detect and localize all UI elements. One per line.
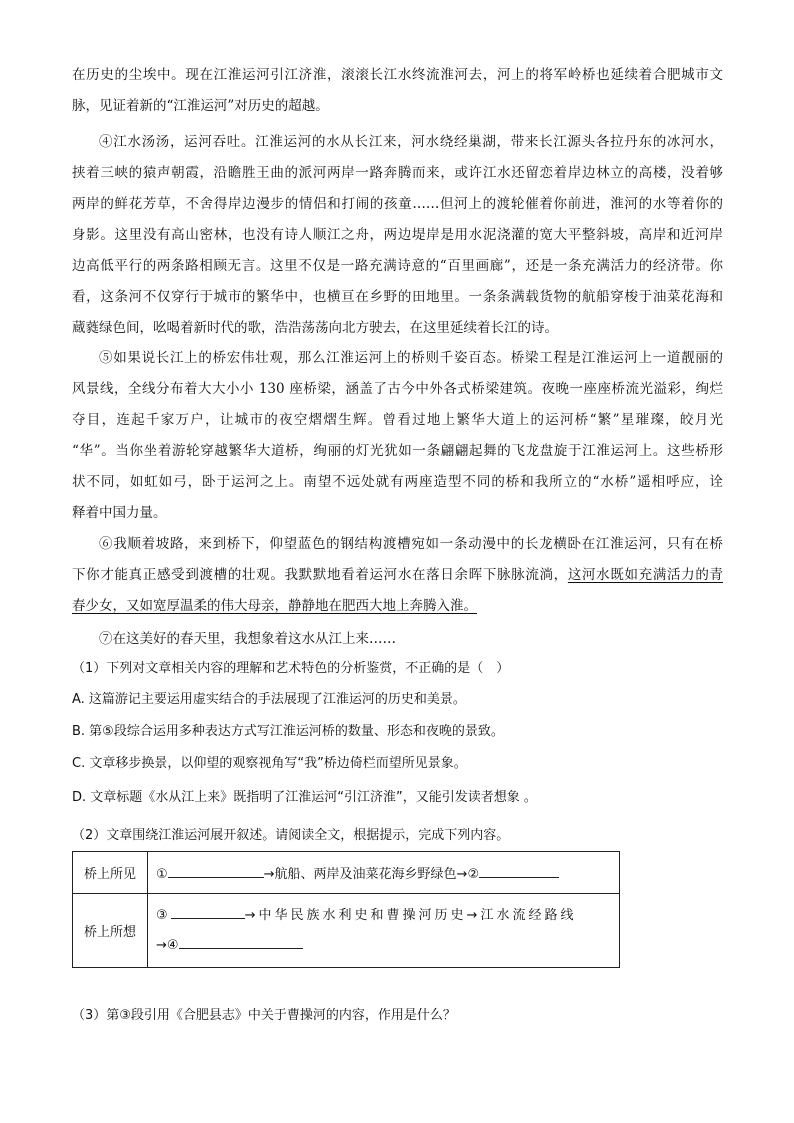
paragraph-intro — [72, 60, 723, 122]
blank-marker: ③ — [156, 907, 171, 923]
text-line: “华”。当你坐着游轮穿越繁华大道桥，绚丽的灯光犹如一条翩翩起舞的飞龙盘旋于江淮运河上。这些桥形 — [72, 443, 723, 459]
text-line: 两岸的鲜花芳草，不舍得岸边漫步的情侣和打闹的孩童……但河上的渡轮催着你前进，淮河的水等着你的 — [72, 196, 723, 212]
text-line: 风景线，全线分布着大大小小 130 座桥梁，涵盖了古今中外各式桥梁建筑。夜晚一座座桥流光溢彩，绚烂 — [72, 381, 723, 397]
row-text: →中华民族水利史和曹操河历史→江水流经路线 — [244, 907, 577, 923]
answer-blank-3[interactable] — [171, 904, 245, 919]
fill-in-table — [72, 851, 620, 968]
text-line: 身影。这里没有高山密林，也没有诗人顺江之舟，两边堤岸是用水泥浇灌的宽大平整斜坡，高岸和近河岸 — [72, 227, 723, 243]
text-line: 挟着三峡的猿声朝霞，沿瞻胜王曲的派河两岸一路奔腾而来，或许江水还留恋着岸边林立的高楼，没着够 — [72, 165, 723, 181]
paragraph-7 — [72, 624, 723, 655]
paragraph-5 — [72, 343, 723, 529]
text-line — [72, 591, 723, 622]
text-line: ⑦在这美好的春天里，我想象着这水从江上来…… — [99, 631, 396, 647]
text-plain: 下你才能真正感受到渡槽的壮观。我默默地看着运河水在落日余晖下脉脉流淌， — [72, 567, 568, 583]
text-line: ⑥我顺着坡路，来到桥下，仰望蓝色的钢结构渡槽宛如一条动漫中的长龙横卧在江淮运河，只有在桥 — [99, 536, 723, 552]
text-line: ④江水汤汤，运河吞吐。江淮运河的水从长江来，河水绕经巢湖，带来长江源头各拉丹东的冰河水， — [99, 134, 723, 150]
text-line: 看，这条河不仅穿行于城市的繁华中，也横亘在乡野的田地里。一条条满载货物的航船穿梭于油菜花海和 — [72, 289, 723, 305]
option-a: A. 这篇游记主要运用虚实结合的手法展现了江淮运河的历史和美景。 — [72, 692, 466, 707]
answer-blank-4[interactable] — [179, 934, 303, 949]
blank-marker: ① — [156, 867, 168, 882]
text-line — [72, 560, 723, 591]
text-line: 边高低平行的两条路相顾无言。这里不仅是一路充满诗意的“百里画廊”，还是一条充满活力的经济带。你 — [72, 258, 723, 274]
row-text: →航船、两岸及油菜花海乡野绿色→② — [263, 867, 480, 882]
text-line: 在历史的尘埃中。现在江淮运河引江济淮，滚滚长江水终流淮河去，河上的将军岭桥也延续着合肥城市文 — [72, 67, 723, 83]
text-line: 状不同，如虹如弓，卧于运河之上。南望不远处就有两座造型不同的桥和我所立的“水桥”遥相呼应，诠 — [72, 474, 723, 490]
option-d: D. 文章标题《水从江上来》既指明了江淮运河“引江济淮”，又能引发读者想象 。 — [72, 790, 537, 805]
row-content-thought — [148, 894, 620, 968]
option-b: B. 第⑤段综合运用多种表达方式写江淮运河桥的数量、形态和夜晚的景致。 — [72, 724, 504, 739]
text-line: 脉，见证着新的“江淮运河”对历史的超越。 — [72, 98, 329, 114]
text-line: ⑤如果说长江上的桥宏伟壮观，那么江淮运河上的桥则千姿百态。桥梁工程是江淮运河上一道靓丽的 — [99, 350, 723, 366]
text-line: 夺目，连起千家万户，让城市的夜空熠熠生辉。曾看过地上繁华大道上的运河桥“繁”星璀璨，皎月光 — [72, 412, 723, 428]
row-text: →④ — [156, 937, 179, 953]
answer-blank-1[interactable] — [168, 863, 264, 878]
row-line — [156, 931, 611, 961]
paragraph-6 — [72, 529, 723, 622]
row-header-thought: 桥上所想 — [73, 894, 148, 968]
underlined-sentence: 这河水既如充满活力的青 — [567, 567, 723, 583]
row-line — [156, 901, 611, 931]
row-header-seen: 桥上所见 — [73, 852, 148, 894]
question-3-stem: （3）第③段引用《合肥县志》中关于曹操河的内容，作用是什么？ — [72, 1008, 456, 1023]
row-content-seen — [148, 852, 620, 894]
answer-blank-2[interactable] — [479, 863, 559, 878]
option-c: C. 文章移步换景，以仰望的观察视角写“我”桥边倚栏而望所见景象。 — [72, 756, 467, 771]
table-row — [73, 852, 620, 894]
question-1-stem: （1）下列对文章相关内容的理解和艺术特色的分析鉴赏，不正确的是（ ） — [72, 661, 510, 676]
underlined-sentence: 春少女，又如宽厚温柔的伟大母亲，静静地在肥西大地上奔腾入淮。 — [72, 598, 477, 614]
text-line: 释着中国力量。 — [72, 505, 167, 521]
paragraph-4 — [72, 127, 723, 344]
text-line: 蔵蕤绿色间，吆喝着新时代的歌，浩浩荡荡向北方驶去，在这里延续着长江的诗。 — [72, 320, 558, 336]
table-row — [73, 894, 620, 968]
question-2-stem: （2）文章围绕江淮运河展开叙述。请阅读全文，根据提示，完成下列内容。 — [72, 828, 510, 843]
